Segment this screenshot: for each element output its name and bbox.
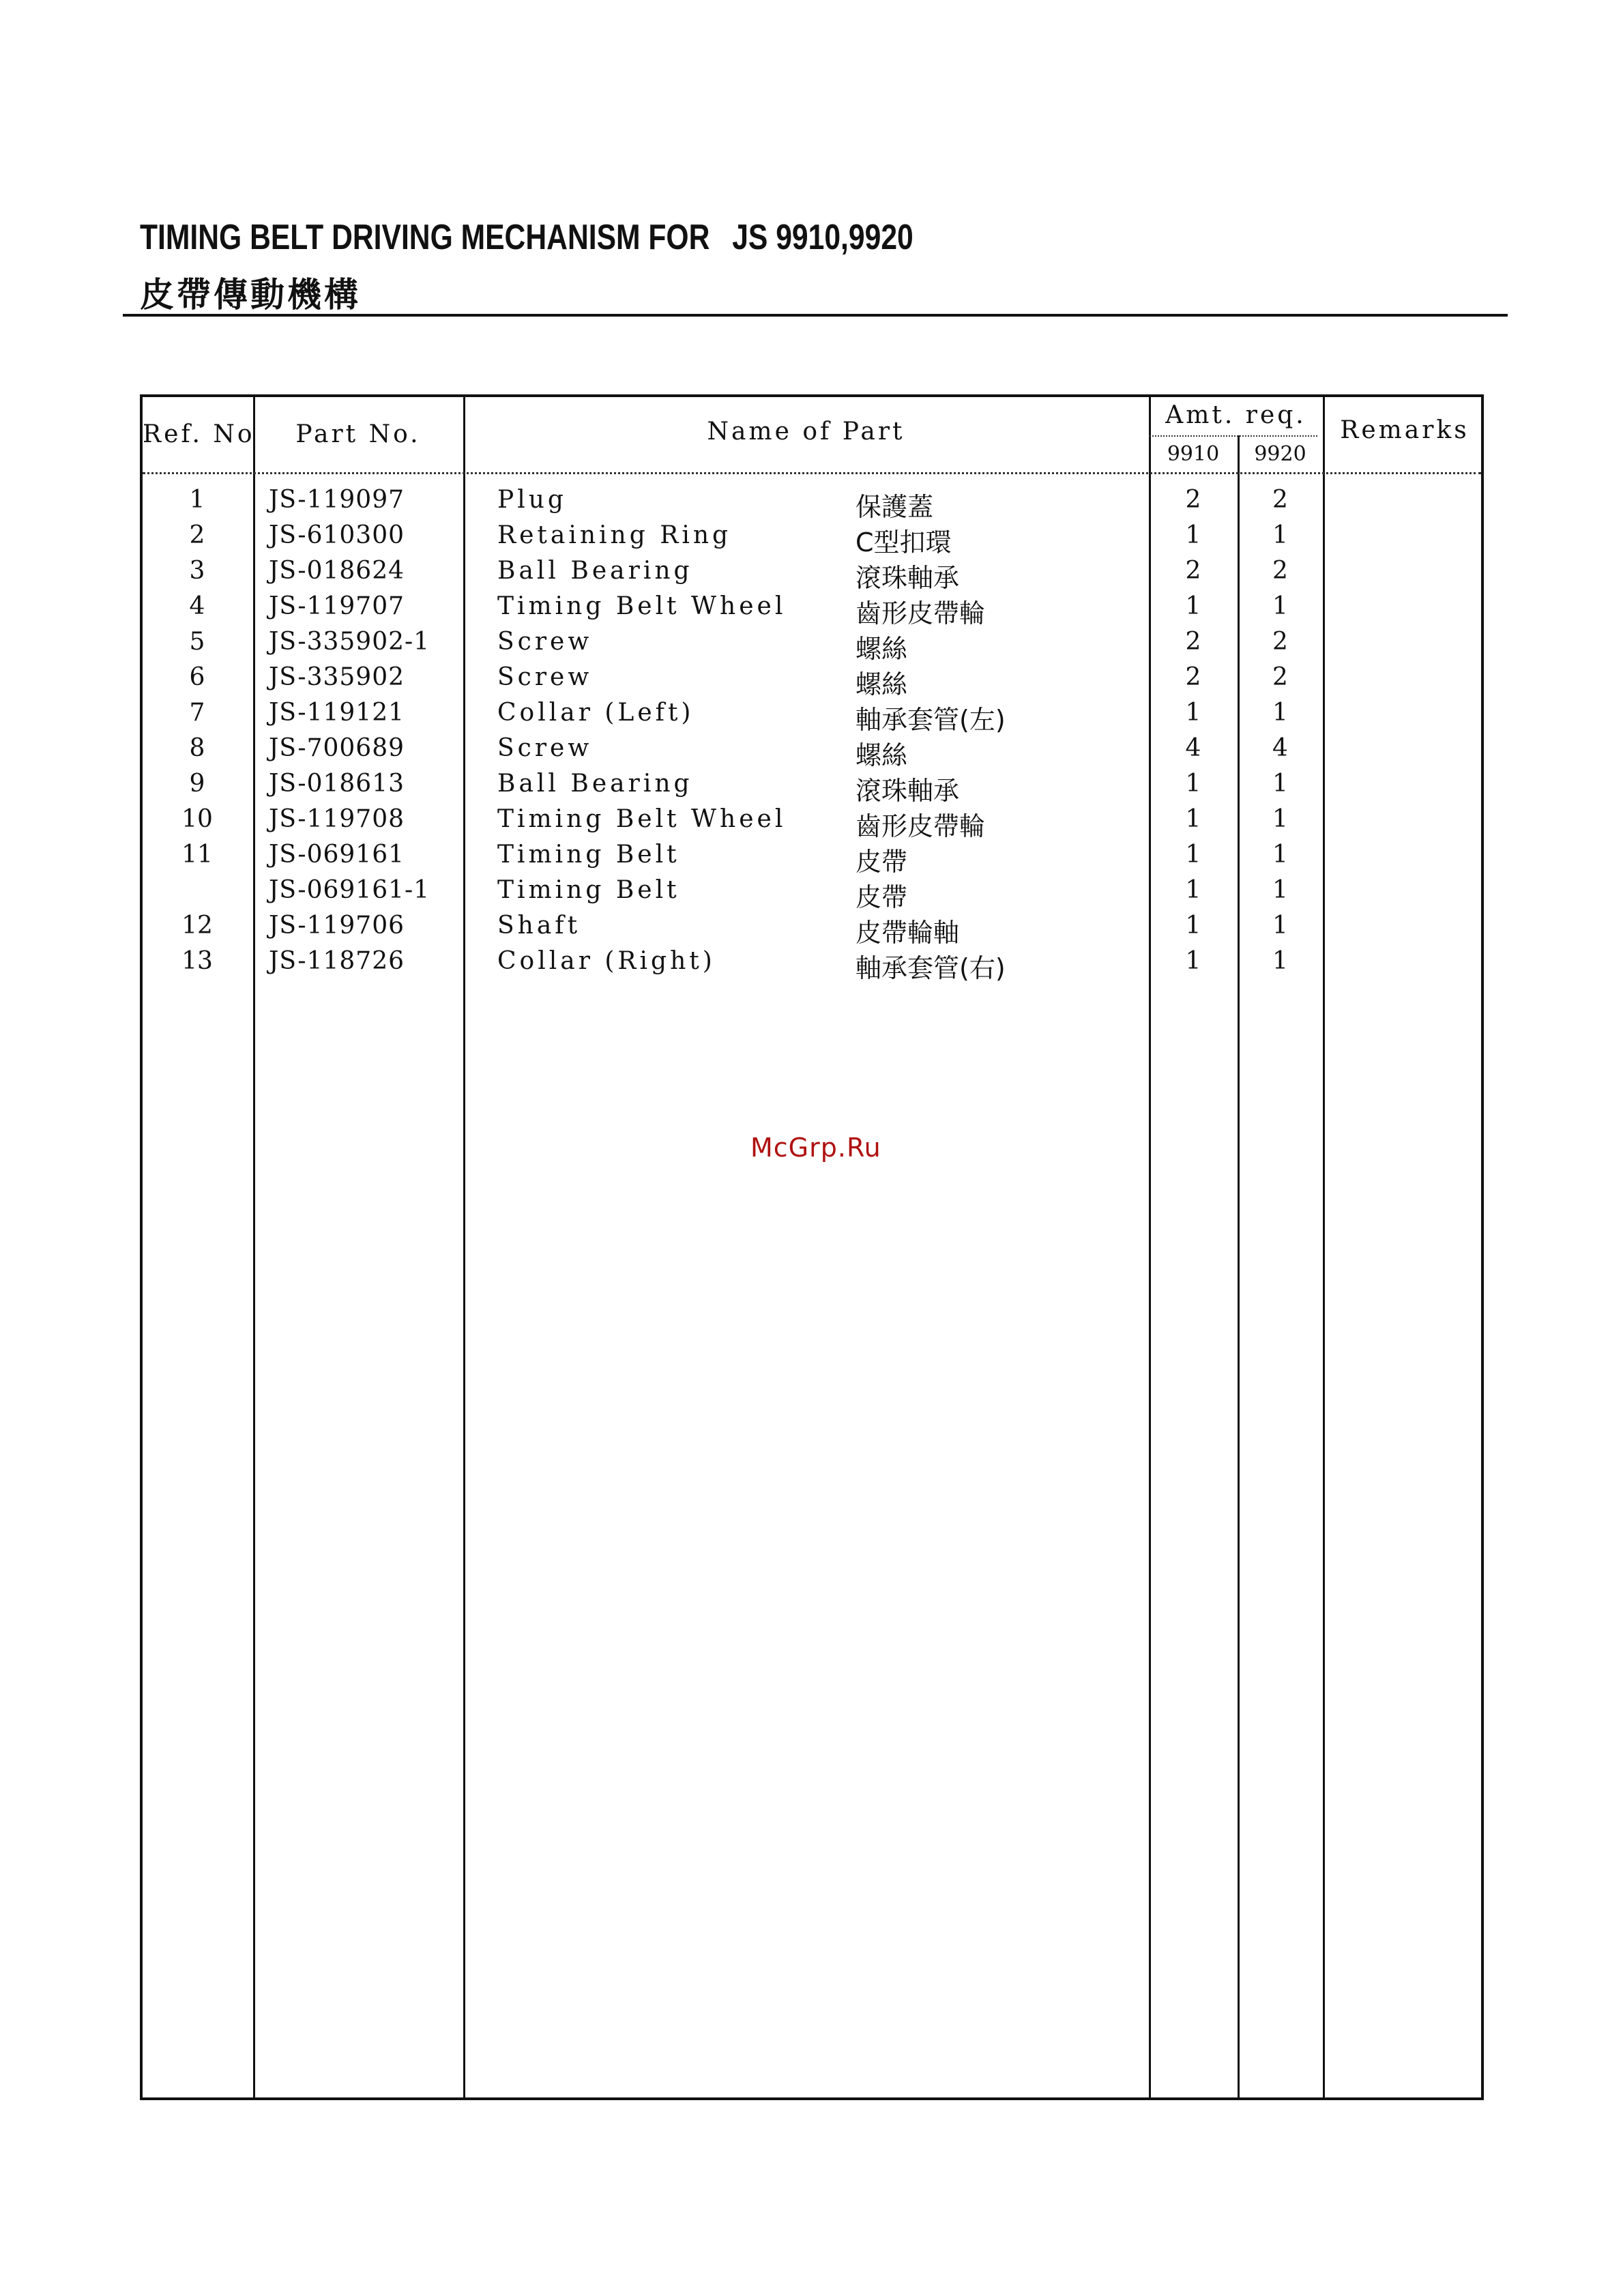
table-row bbox=[143, 947, 1481, 983]
cell-name: Ball Bearing bbox=[497, 770, 693, 798]
cell-part-no: JS-700689 bbox=[269, 734, 405, 762]
cell-name-zh: 滾珠軸承 bbox=[856, 563, 960, 593]
cell-ref: 4 bbox=[189, 592, 205, 620]
page-title-chinese: 皮帶傳動機構 bbox=[140, 275, 361, 315]
cell-name-zh: 齒形皮帶輪 bbox=[856, 811, 986, 841]
cell-part-no: JS-069161-1 bbox=[269, 876, 430, 904]
cell-qty-9910: 2 bbox=[1185, 557, 1201, 585]
cell-qty-9910: 2 bbox=[1185, 663, 1201, 691]
cell-qty-9910: 2 bbox=[1185, 486, 1201, 514]
cell-name-zh: 齒形皮帶輪 bbox=[856, 598, 986, 628]
cell-qty-9910: 4 bbox=[1185, 734, 1201, 762]
table-row bbox=[143, 663, 1481, 699]
header-divider bbox=[143, 472, 1481, 474]
table-row bbox=[143, 770, 1481, 805]
cell-qty-9910: 1 bbox=[1185, 521, 1201, 549]
cell-qty-9910: 1 bbox=[1185, 699, 1201, 727]
cell-name-zh: 螺絲 bbox=[856, 634, 908, 664]
cell-name-zh: 皮帶 bbox=[856, 882, 908, 912]
cell-qty-9920: 2 bbox=[1272, 663, 1288, 691]
cell-name: Collar (Right) bbox=[497, 947, 716, 975]
cell-qty-9910: 1 bbox=[1185, 770, 1201, 798]
cell-name: Screw bbox=[497, 663, 593, 691]
cell-name: Timing Belt Wheel bbox=[497, 592, 787, 620]
table-row bbox=[143, 876, 1481, 912]
watermark-text: McGrp.Ru bbox=[750, 1133, 881, 1163]
cell-part-no: JS-069161 bbox=[269, 841, 405, 869]
cell-qty-9920: 2 bbox=[1272, 557, 1288, 585]
cell-ref: 12 bbox=[181, 912, 213, 940]
cell-name: Plug bbox=[497, 486, 567, 514]
table-row bbox=[143, 734, 1481, 770]
header-name-of-part: Name of Part bbox=[707, 418, 905, 446]
cell-qty-9920: 1 bbox=[1272, 912, 1288, 940]
header-remarks: Remarks bbox=[1340, 416, 1470, 444]
table-row bbox=[143, 805, 1481, 841]
cell-ref: 9 bbox=[189, 770, 205, 798]
cell-name-zh: 滾珠軸承 bbox=[856, 776, 960, 806]
cell-name: Collar (Left) bbox=[497, 699, 694, 727]
cell-qty-9920: 1 bbox=[1272, 947, 1288, 975]
cell-part-no: JS-018624 bbox=[269, 557, 405, 585]
cell-name: Screw bbox=[497, 734, 593, 762]
cell-part-no: JS-119097 bbox=[269, 486, 405, 514]
header-ref-no: Ref. No bbox=[143, 420, 255, 448]
cell-qty-9920: 4 bbox=[1272, 734, 1288, 762]
cell-qty-9920: 1 bbox=[1272, 521, 1288, 549]
cell-name-zh: C型扣環 bbox=[856, 527, 952, 557]
cell-qty-9920: 1 bbox=[1272, 841, 1288, 869]
cell-ref: 6 bbox=[189, 663, 205, 691]
cell-name: Ball Bearing bbox=[497, 557, 693, 585]
parts-table bbox=[140, 394, 1484, 2100]
cell-ref: 13 bbox=[181, 947, 213, 975]
cell-qty-9920: 1 bbox=[1272, 805, 1288, 833]
cell-qty-9910: 1 bbox=[1185, 912, 1201, 940]
header-part-no: Part No. bbox=[295, 420, 421, 448]
cell-part-no: JS-610300 bbox=[269, 521, 405, 549]
cell-qty-9910: 1 bbox=[1185, 805, 1201, 833]
cell-name-zh: 皮帶輪軸 bbox=[856, 918, 960, 948]
cell-ref: 5 bbox=[189, 628, 205, 656]
cell-name-zh: 螺絲 bbox=[856, 669, 908, 699]
cell-ref: 8 bbox=[189, 734, 205, 762]
table-row bbox=[143, 521, 1481, 557]
cell-qty-9910: 1 bbox=[1185, 876, 1201, 904]
cell-qty-9920: 1 bbox=[1272, 770, 1288, 798]
title-english: TIMING BELT DRIVING MECHANISM FOR bbox=[140, 218, 710, 257]
page-title bbox=[140, 217, 913, 258]
cell-name-zh: 軸承套管(左) bbox=[856, 705, 1006, 735]
subheader-divider bbox=[1149, 435, 1317, 437]
table-row bbox=[143, 486, 1481, 521]
cell-name-zh: 螺絲 bbox=[856, 740, 908, 770]
table-row bbox=[143, 841, 1481, 876]
cell-qty-9910: 1 bbox=[1185, 947, 1201, 975]
table-row bbox=[143, 592, 1481, 628]
table-row bbox=[143, 628, 1481, 663]
cell-part-no: JS-335902-1 bbox=[269, 628, 430, 656]
cell-name: Screw bbox=[497, 628, 593, 656]
title-divider bbox=[123, 314, 1508, 317]
cell-ref: 10 bbox=[181, 805, 213, 833]
header-amt-req: Amt. req. bbox=[1165, 401, 1306, 429]
cell-ref: 7 bbox=[189, 699, 205, 727]
cell-part-no: JS-119708 bbox=[269, 805, 405, 833]
cell-part-no: JS-118726 bbox=[269, 947, 405, 975]
cell-name: Timing Belt bbox=[497, 876, 680, 904]
cell-name: Timing Belt Wheel bbox=[497, 805, 787, 833]
title-model: JS 9910,9920 bbox=[732, 218, 913, 257]
cell-ref: 1 bbox=[189, 486, 205, 514]
cell-name-zh: 軸承套管(右) bbox=[856, 953, 1006, 983]
cell-name-zh: 保護蓋 bbox=[856, 492, 934, 522]
cell-qty-9910: 2 bbox=[1185, 628, 1201, 656]
cell-name: Timing Belt bbox=[497, 841, 680, 869]
cell-part-no: JS-119707 bbox=[269, 592, 405, 620]
header-model-9920: 9920 bbox=[1254, 442, 1306, 466]
cell-ref: 2 bbox=[189, 521, 205, 549]
cell-qty-9920: 1 bbox=[1272, 699, 1288, 727]
cell-name: Retaining Ring bbox=[497, 521, 732, 549]
cell-qty-9920: 2 bbox=[1272, 628, 1288, 656]
table-row bbox=[143, 557, 1481, 592]
cell-part-no: JS-335902 bbox=[269, 663, 405, 691]
header-model-9910: 9910 bbox=[1167, 442, 1220, 466]
cell-qty-9920: 2 bbox=[1272, 486, 1288, 514]
cell-part-no: JS-119121 bbox=[269, 699, 405, 727]
cell-qty-9910: 1 bbox=[1185, 592, 1201, 620]
table-row bbox=[143, 912, 1481, 947]
cell-part-no: JS-018613 bbox=[269, 770, 405, 798]
cell-ref: 11 bbox=[181, 841, 213, 869]
table-row bbox=[143, 699, 1481, 734]
cell-name: Shaft bbox=[497, 912, 581, 940]
cell-qty-9910: 1 bbox=[1185, 841, 1201, 869]
cell-name-zh: 皮帶 bbox=[856, 847, 908, 877]
cell-ref: 3 bbox=[189, 557, 205, 585]
cell-qty-9920: 1 bbox=[1272, 592, 1288, 620]
cell-qty-9920: 1 bbox=[1272, 876, 1288, 904]
cell-part-no: JS-119706 bbox=[269, 912, 405, 940]
